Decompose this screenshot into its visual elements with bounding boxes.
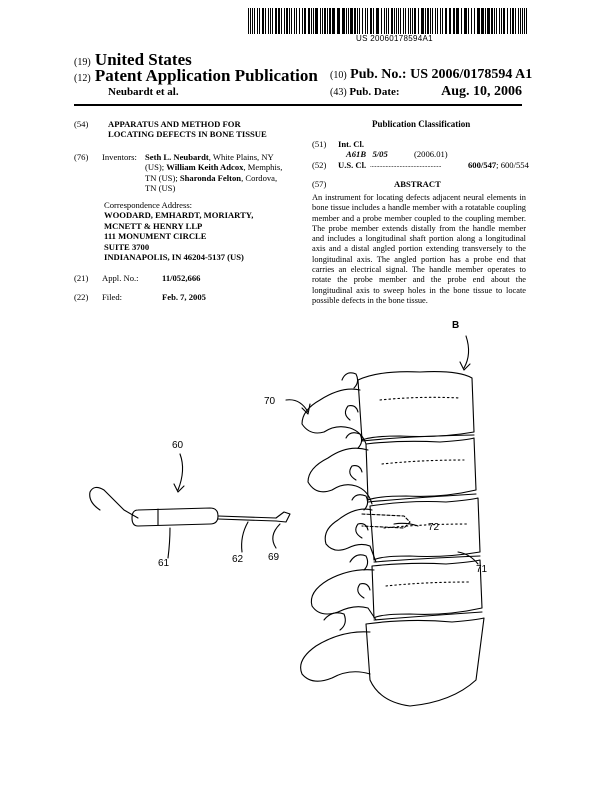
abstract-heading: ABSTRACT xyxy=(394,179,441,189)
intcl-code: (51) xyxy=(312,139,327,149)
barcode xyxy=(248,8,527,34)
instrument-shaft xyxy=(218,516,276,518)
inventor-line-2: (US); William Keith Adcox, Memphis, xyxy=(145,162,283,173)
pubno-code: (10) xyxy=(330,70,347,81)
patent-title-line-1: APPARATUS AND METHOD FOR xyxy=(108,119,241,129)
intcl-class: A61B 5/05 xyxy=(346,149,388,160)
country-code: (19) xyxy=(74,57,91,68)
vertebral-body-3 xyxy=(370,498,480,560)
appl-label: Appl. No.: xyxy=(102,273,139,283)
publication-type-heading xyxy=(74,66,318,86)
inventor-line-4: TN (US) xyxy=(145,183,176,194)
figure-label-B: B xyxy=(452,320,460,331)
spinous-process-5 xyxy=(301,632,370,681)
correspondence-line-4: SUITE 3700 xyxy=(104,241,150,252)
pubtype-name: Patent Application Publication xyxy=(94,66,318,85)
inventor-line-3: TN (US); Sharonda Felton, Cordova, xyxy=(145,172,278,183)
correspondence-label: Correspondence Address: xyxy=(104,200,193,210)
pubdate-label: Pub. Date: xyxy=(349,86,400,98)
publication-date xyxy=(330,86,522,98)
intcl-year: (2006.01) xyxy=(414,149,448,160)
spinous-process-2 xyxy=(308,448,372,504)
publication-number xyxy=(330,67,532,83)
pubtype-code: (12) xyxy=(74,73,91,84)
vertebral-body-2 xyxy=(366,438,476,500)
inventors-label: Inventors: xyxy=(102,152,137,162)
pubdate-value: Aug. 10, 2006 xyxy=(441,84,522,99)
abstract-code: (57) xyxy=(312,179,327,189)
leader-61 xyxy=(168,528,170,558)
pubdate-code: (43) xyxy=(330,87,347,98)
filed-date: Feb. 7, 2005 xyxy=(162,292,206,302)
probe-instrument xyxy=(90,487,290,526)
pubno-value: US 2006/0178594 A1 xyxy=(410,67,533,82)
vertebral-body-4 xyxy=(372,560,482,618)
figure-label-60: 60 xyxy=(172,440,184,451)
uscl-value: 600/547; 600/554 xyxy=(468,160,529,170)
intcl-label: Int. Cl. xyxy=(338,139,365,149)
figure-label-69: 69 xyxy=(268,552,280,563)
correspondence-line-1: WOODARD, EMHARDT, MORIARTY, xyxy=(104,210,254,221)
sacrum xyxy=(366,618,484,706)
leader-60 xyxy=(178,454,183,490)
abstract-text: An instrument for locating defects adjacent neural elements in bone tissue includes a handle member with a rotatable coupling member and a probe member coupled to the coupling member. The probe member extends distally from the handle member and includes a longitudinal shaft portion along a longitudinal axis and a distal angled portion extending transversely to the longitudinal axis. The angled portion has a probe end that carries an electrical signal. The handle member operates to rotate the probe member and the probe end about the longitudinal axis to sweep holes in the bone tissue to locate possible defects in the bone tissue. xyxy=(312,193,526,305)
figure-label-71: 71 xyxy=(476,564,488,575)
leader-B xyxy=(464,336,469,368)
figure-label-61: 61 xyxy=(158,558,170,569)
patent-title-line-2: LOCATING DEFECTS IN BONE TISSUE xyxy=(108,129,267,139)
appl-code: (21) xyxy=(74,273,89,283)
appl-number: 11/052,666 xyxy=(162,273,201,283)
inventors-code: (76) xyxy=(74,152,89,162)
country-name: United States xyxy=(94,50,192,69)
probe-tip xyxy=(276,512,290,522)
spine-drawing xyxy=(301,372,484,706)
uscl-label: U.S. Cl. xyxy=(338,160,367,170)
spinous-process-3 xyxy=(325,509,376,562)
title-code: (54) xyxy=(74,119,89,129)
publication-classification-heading: Publication Classification xyxy=(372,119,471,129)
correspondence-line-2: MCNETT & HENRY LLP xyxy=(104,220,203,231)
authors-line: Neubardt et al. xyxy=(108,86,179,98)
leader-69 xyxy=(273,524,280,548)
figure-label-62: 62 xyxy=(232,554,244,565)
instrument-cable xyxy=(90,487,138,518)
uscl-code: (52) xyxy=(312,160,327,170)
spinous-process-4 xyxy=(311,570,376,620)
header-divider xyxy=(74,104,522,106)
figure-label-70: 70 xyxy=(264,396,276,407)
leader-62 xyxy=(242,522,248,552)
filed-code: (22) xyxy=(74,292,89,302)
inventor-line-1: Seth L. Neubardt, White Plains, NY xyxy=(145,152,274,162)
figure-label-72: 72 xyxy=(428,522,440,533)
correspondence-line-3: 111 MONUMENT CIRCLE xyxy=(104,231,207,242)
correspondence-section xyxy=(104,200,304,262)
instrument-handle xyxy=(132,508,218,526)
uscl-leader-dots: .............................................. xyxy=(370,161,442,169)
spinous-process-1 xyxy=(302,389,366,444)
barcode-number: US 20060178594A1 xyxy=(356,34,433,43)
filed-label: Filed: xyxy=(102,292,123,302)
vertebral-body-1 xyxy=(358,372,474,440)
patent-figure xyxy=(80,320,520,780)
pubno-label: Pub. No.: xyxy=(350,67,407,82)
correspondence-line-5: INDIANAPOLIS, IN 46204-5137 (US) xyxy=(104,252,244,263)
